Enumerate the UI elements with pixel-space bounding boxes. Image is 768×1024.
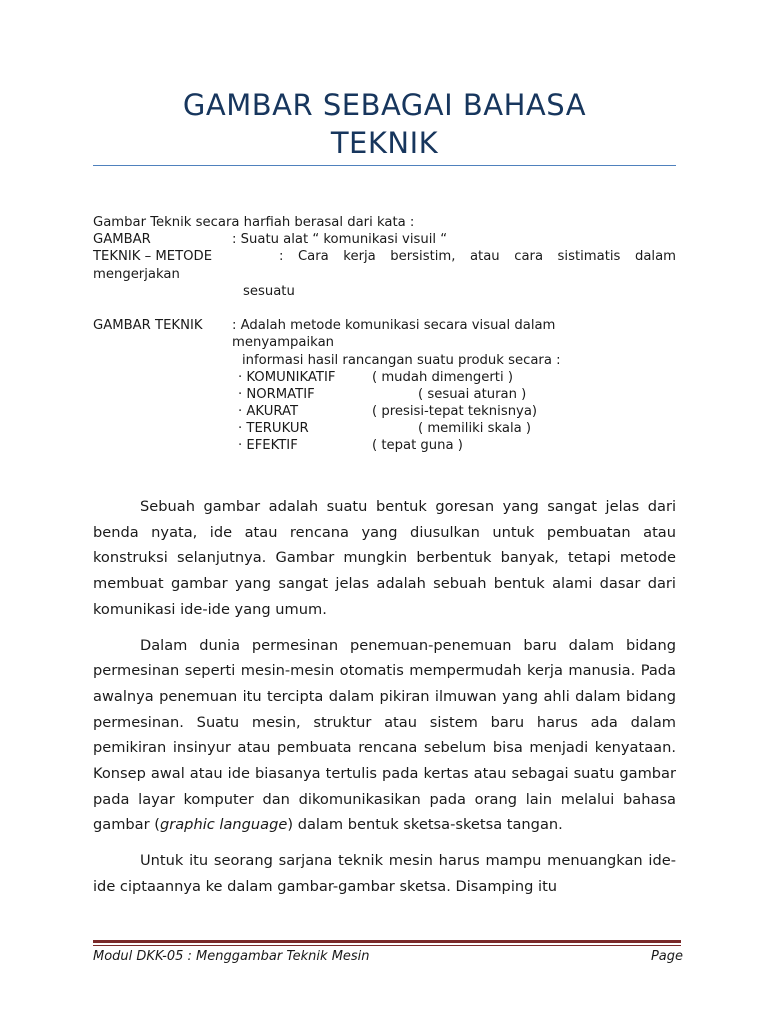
paragraph: Sebuah gambar adalah suatu bentuk goresan yang sangat jelas dari benda nyata, ide atau rencana yang diusulkan untuk pembuatan atau konstruksi selanjutnya. Gambar mungkin berbentuk banyak, tetapi metode membuat gambar yang sangat jelas adalah sebuah bentuk alami dasar dari komunikasi ide-ide yang umum. — [93, 498, 676, 618]
definition-continuation: menyampaikan — [232, 335, 335, 351]
property-name: · EFEKTIF — [238, 438, 298, 454]
property-description: ( tepat guna ) — [372, 438, 463, 454]
property-description: ( memiliki skala ) — [418, 421, 532, 437]
definition-teknik-metode — [93, 248, 676, 265]
document-title — [93, 86, 676, 162]
title-line-2: TEKNIK — [330, 126, 439, 160]
term-label: GAMBAR TEKNIK — [93, 318, 203, 334]
definition-continuation: mengerjakan — [93, 266, 180, 282]
paragraph: Untuk itu seorang sarjana teknik mesin harus mampu menuangkan ide-ide ciptaannya ke dalam gambar-gambar sketsa. Disamping itu — [93, 852, 676, 895]
definition-continuation: sesuatu — [243, 283, 295, 299]
property-name: · KOMUNIKATIF — [238, 369, 336, 385]
term-definition: : Adalah metode komunikasi secara visual dalam — [232, 318, 556, 334]
term-label: TEKNIK – METODE — [93, 249, 213, 265]
properties-list — [93, 369, 676, 455]
definition-gambar — [93, 231, 676, 248]
footer-rule-thick — [93, 940, 681, 943]
term-definition: : Cara kerja bersistim, atau cara sistimatis dalam — [279, 249, 676, 265]
property-name: · TERUKUR — [238, 421, 309, 437]
property-item — [93, 420, 676, 437]
property-name: · NORMATIF — [238, 386, 315, 402]
property-item — [93, 369, 676, 386]
property-description: ( mudah dimengerti ) — [372, 369, 513, 385]
footer-page-label: Page — [650, 949, 683, 964]
body-text — [93, 494, 676, 910]
footer-rule-thin — [93, 945, 681, 946]
term-definition: : Suatu alat “ komunikasi visuil “ — [232, 232, 448, 248]
property-description: ( sesuai aturan ) — [418, 386, 527, 402]
footer-module-title: Modul DKK-05 : Menggambar Teknik Mesin — [93, 949, 370, 964]
title-underline — [93, 165, 676, 166]
property-name: · AKURAT — [238, 404, 299, 420]
property-description: ( presisi-tepat teknisnya) — [372, 404, 538, 420]
term-label: GAMBAR — [93, 232, 151, 248]
definitions-intro: Gambar Teknik secara harfiah berasal dari kata : — [93, 215, 415, 230]
italic-term: graphic language — [159, 816, 288, 834]
definition-continuation: informasi hasil rancangan suatu produk secara : — [242, 352, 561, 368]
property-item — [93, 437, 676, 454]
title-line-1: GAMBAR SEBAGAI BAHASA — [182, 88, 587, 122]
property-item — [93, 386, 676, 403]
definitions-block — [93, 214, 676, 455]
property-item — [93, 403, 676, 420]
definition-gambar-teknik — [93, 317, 676, 334]
paragraph: Dalam dunia permesinan penemuan-penemuan baru dalam bidang permesinan seperti mesin-mesin otomatis mempermudah kerja manusia. Pada awalnya penemuan itu tercipta dalam pikiran ilmuwan yang ahli dalam bidang permesinan. Suatu mesin, struktur atau sistem baru harus ada dalam pemikiran insinyur atau pembuata rencana sebelum bisa menjadi kenyataan. Konsep awal atau ide biasanya tertulis pada kertas atau sebagai suatu gambar pada layar komputer dan dikomunikasikan pada orang lain melalui bahasa gambar (graphic language) dalam bentuk sketsa-sketsa tangan. — [93, 636, 676, 834]
